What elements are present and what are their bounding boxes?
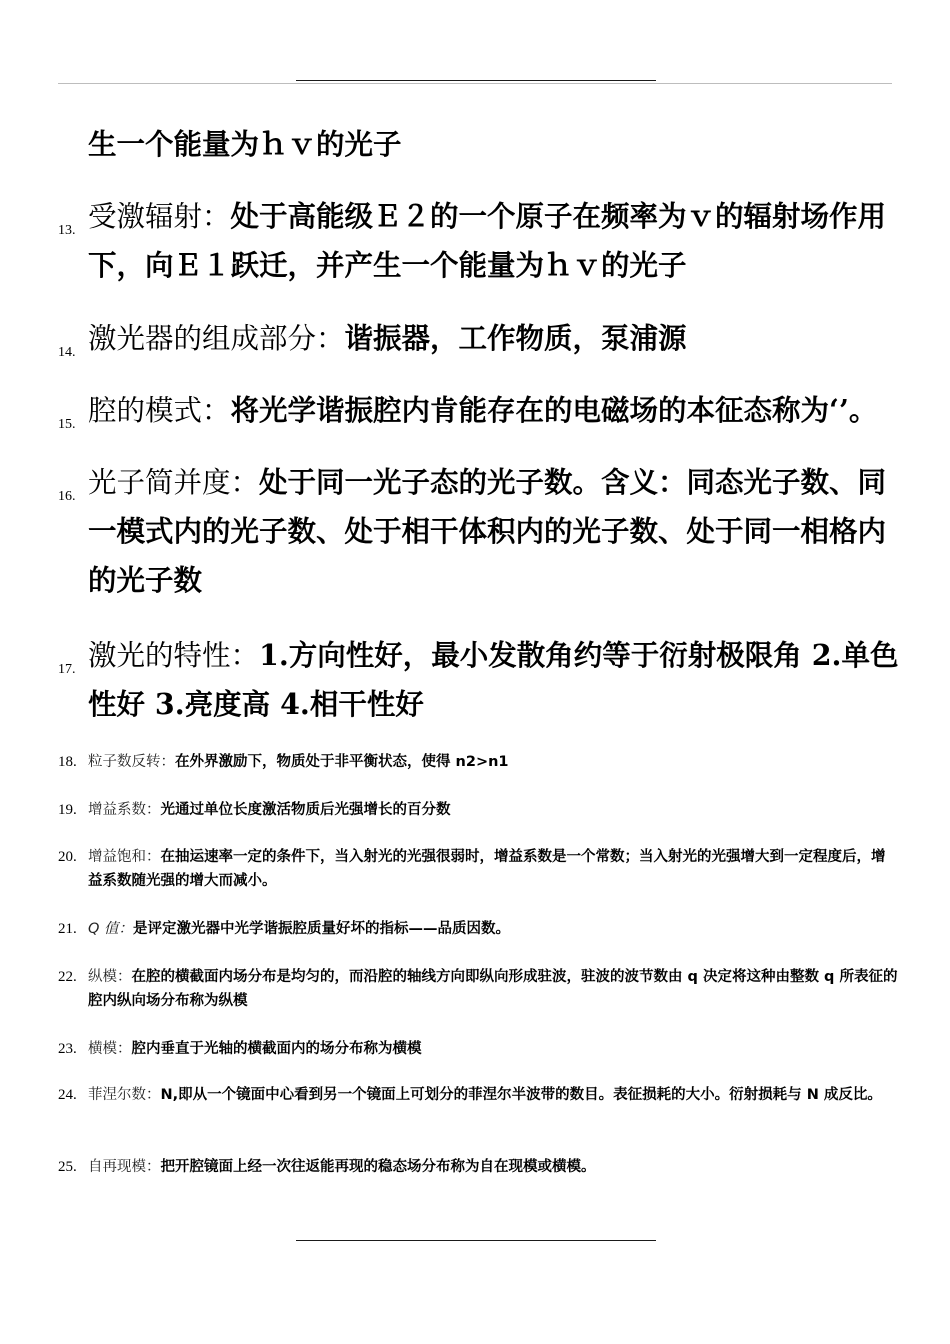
item-definition: 处于高能级Ｅ２的一个原子在频率为ｖ的辐射场作用下，向Ｅ１跃迁，并产生一个能量为ｈｖ的光子 — [88, 199, 887, 282]
list-item-23 — [58, 1037, 898, 1061]
item-term: 激光的特性： — [88, 639, 260, 672]
item-number: 22. — [58, 969, 77, 985]
item-number: 19. — [58, 802, 77, 818]
list-item-20 — [58, 845, 898, 893]
header-rule-grey — [58, 83, 892, 84]
item-term: 受激辐射： — [88, 200, 231, 233]
item-term: 增益系数： — [88, 802, 161, 818]
item-number: 14. — [58, 345, 76, 360]
item-definition: N,即从一个镜面中心看到另一个镜面上可划分的菲涅尔半波带的数目。表征损耗的大小。衍射损耗与 N 成反比。 — [160, 1087, 882, 1103]
continuation-text: 生一个能量为ｈｖ的光子 — [88, 127, 402, 161]
item-definition: 将光学谐振腔内肯能存在的电磁场的本征态称为‘’。 — [230, 393, 878, 427]
footer-rule — [296, 1240, 656, 1241]
list-item-25 — [58, 1155, 898, 1179]
list-item-14 — [58, 314, 900, 363]
list-item-13 — [58, 192, 900, 290]
item-number: 21. — [58, 921, 77, 937]
item-definition: 腔内垂直于光轴的横截面内的场分布称为横模 — [131, 1041, 422, 1057]
list-item-21 — [58, 917, 898, 941]
list-item-24 — [58, 1083, 898, 1107]
item-number: 20. — [58, 849, 77, 865]
list-item-19 — [58, 798, 898, 822]
item-term: 粒子数反转： — [88, 754, 175, 770]
item-definition: 处于同一光子态的光子数。含义：同态光子数、同一模式内的光子数、处于相干体积内的光子数、处于同一相格内的光子数 — [88, 465, 887, 597]
item-term: 光子简并度： — [88, 466, 260, 499]
continuation-line — [88, 120, 908, 169]
item-definition: 在腔的横截面内场分布是均匀的，而沿腔的轴线方向即纵向形成驻波，驻波的波节数由 q 决定将这种由整数 q 所表征的腔内纵向场分布称为纵模 — [88, 969, 898, 1009]
item-definition: 在抽运速率一定的条件下，当入射光的光强很弱时，增益系数是一个常数；当入射光的光强增大到一定程度后，增益系数随光强的增大而减小。 — [88, 849, 886, 889]
item-definition: 把开腔镜面上经一次往返能再现的稳态场分布称为自在现模或横模。 — [160, 1159, 596, 1175]
item-term: 横模： — [88, 1041, 132, 1057]
item-term: 纵模： — [88, 969, 132, 985]
item-number: 16. — [58, 489, 76, 504]
item-definition: 1.方向性好，最小发散角约等于衍射极限角 2.单色性好 3.亮度高 4.相干性好 — [88, 638, 899, 721]
item-definition: 光通过单位长度激活物质后光强增长的百分数 — [160, 802, 451, 818]
item-term: 菲涅尔数： — [88, 1087, 161, 1103]
item-number: 17. — [58, 662, 76, 677]
item-number: 24. — [58, 1087, 77, 1103]
list-item-22 — [58, 965, 898, 1013]
list-item-15 — [58, 386, 950, 435]
item-number: 25. — [58, 1159, 77, 1175]
item-definition: 谐振器，工作物质，泵浦源 — [344, 321, 687, 355]
list-item-16 — [58, 458, 900, 605]
item-number: 18. — [58, 754, 77, 770]
list-item-18 — [58, 750, 898, 774]
item-term: 增益饱和： — [88, 849, 161, 865]
item-term: 激光器的组成部分： — [88, 322, 345, 355]
item-number: 15. — [58, 417, 76, 432]
header-rule-dark — [296, 80, 656, 81]
item-definition: 是评定激光器中光学谐振腔质量好坏的指标——品质因数。 — [133, 921, 511, 937]
item-number: 13. — [58, 223, 76, 238]
item-term: 腔的模式： — [88, 394, 231, 427]
item-number: 23. — [58, 1041, 77, 1057]
list-item-17 — [58, 631, 900, 729]
item-term: Q 值： — [88, 921, 134, 937]
item-term: 自再现模： — [88, 1159, 161, 1175]
item-definition: 在外界激励下，物质处于非平衡状态，使得 n2>n1 — [175, 754, 509, 770]
